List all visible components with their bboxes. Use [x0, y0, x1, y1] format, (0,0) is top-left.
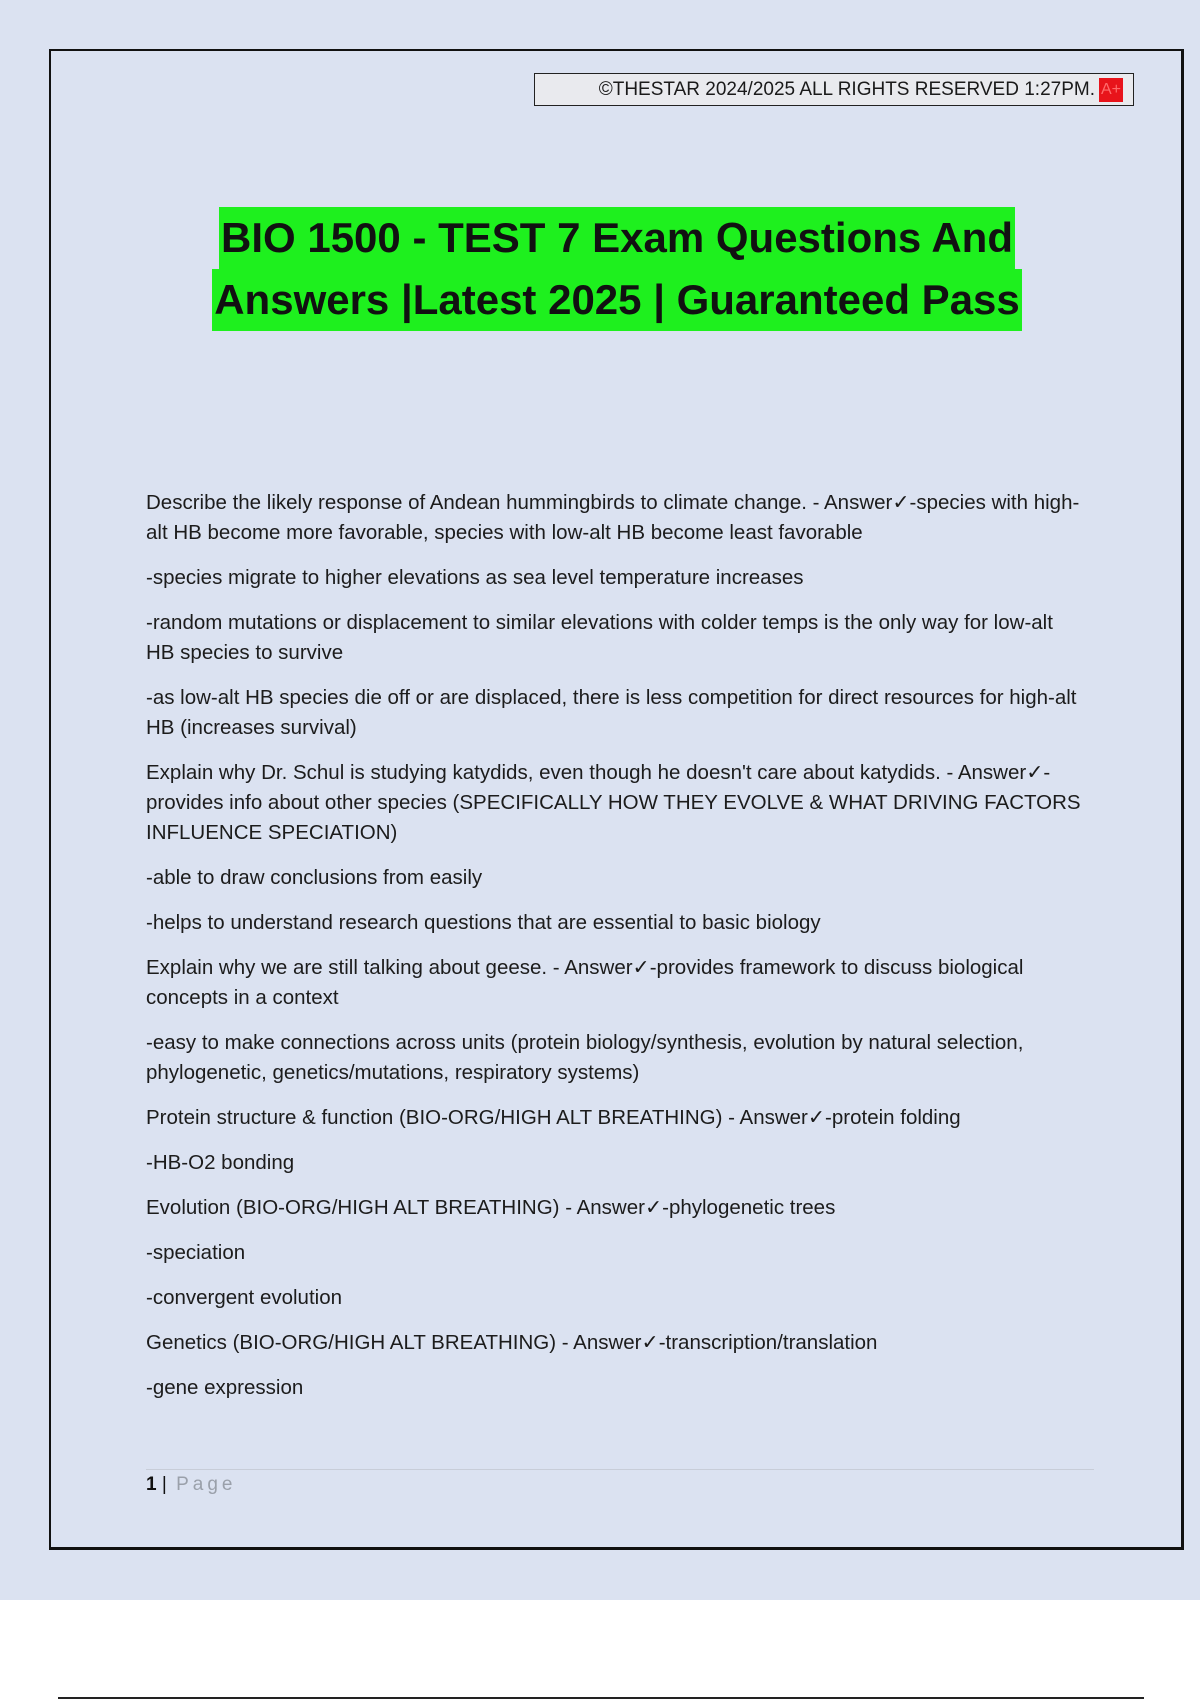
title-line-1: BIO 1500 - TEST 7 Exam Questions And [219, 207, 1015, 269]
page-label: Page [176, 1474, 237, 1495]
paragraph: Describe the likely response of Andean hummingbirds to climate change. - Answer✓-species with high-alt HB become more favorable, species with low-alt HB become least favorable [146, 491, 1080, 544]
paragraph: Evolution (BIO-ORG/HIGH ALT BREATHING) - Answer✓-phylogenetic trees [146, 1196, 836, 1219]
paragraph: Explain why Dr. Schul is studying katydids, even though he doesn't care about katydids. - Answer✓-provides info about other species (SPECIFICALLY HOW THEY EVOLVE & WHAT DRIVING FACTORS INFLUENCE SPECIATION) [146, 761, 1081, 844]
paragraph: -random mutations or displacement to similar elevations with colder temps is the only way for low-alt HB species to survive [146, 611, 1053, 664]
document-title [0, 207, 1200, 331]
paragraph: Explain why we are still talking about geese. - Answer✓-provides framework to discuss biological concepts in a context [146, 956, 1024, 1009]
page-separator: | [161, 1474, 167, 1495]
title-line-2: Answers |Latest 2025 | Guaranteed Pass [212, 269, 1022, 331]
document-body [146, 488, 1086, 1418]
paragraph: -gene expression [146, 1376, 304, 1399]
paragraph: -easy to make connections across units (protein biology/synthesis, evolution by natural selection, phylogenetic, genetics/mutations, respiratory systems) [146, 1031, 1024, 1084]
paragraph: -speciation [146, 1241, 246, 1264]
paragraph: Protein structure & function (BIO-ORG/HIGH ALT BREATHING) - Answer✓-protein folding [146, 1106, 961, 1129]
paragraph: -helps to understand research questions that are essential to basic biology [146, 911, 821, 934]
paragraph: -convergent evolution [146, 1286, 343, 1309]
page-number: 1 [146, 1474, 157, 1495]
page-number-footer [146, 1474, 236, 1496]
paragraph: -as low-alt HB species die off or are displaced, there is less competition for direct resources for high-alt HB (increases survival) [146, 686, 1077, 739]
next-page-top-rule [58, 1697, 1144, 1699]
paragraph: -HB-O2 bonding [146, 1151, 295, 1174]
paragraph: -species migrate to higher elevations as sea level temperature increases [146, 566, 804, 589]
paragraph: Genetics (BIO-ORG/HIGH ALT BREATHING) - Answer✓-transcription/translation [146, 1331, 878, 1354]
grade-badge: A+ [1099, 78, 1123, 102]
copyright-text: ©THESTAR 2024/2025 ALL RIGHTS RESERVED 1:27PM. [598, 78, 1095, 100]
copyright-header [534, 73, 1134, 106]
paragraph: -able to draw conclusions from easily [146, 866, 483, 889]
footer-divider [146, 1469, 1094, 1470]
